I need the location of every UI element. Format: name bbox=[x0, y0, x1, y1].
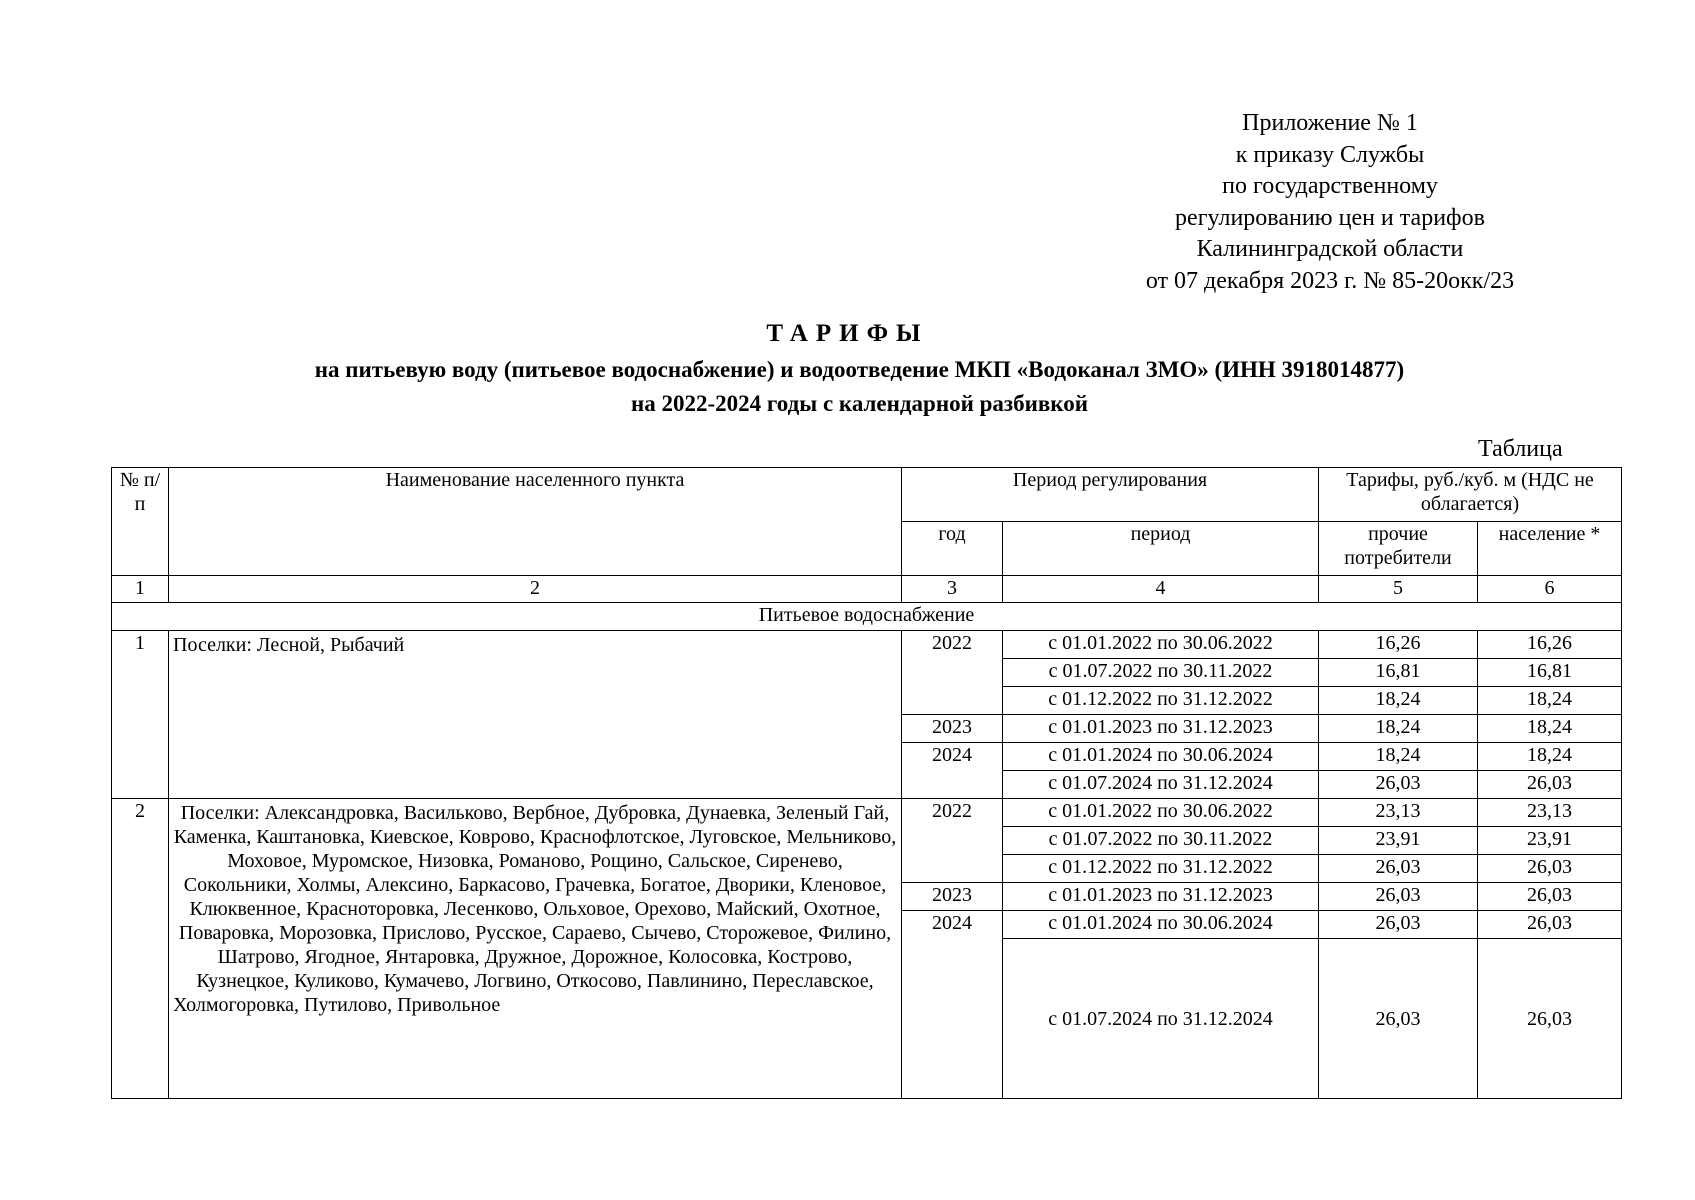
tariff-other: 26,03 bbox=[1319, 855, 1478, 883]
tariff-population: 26,03 bbox=[1478, 883, 1622, 911]
col-number: 4 bbox=[1003, 576, 1319, 603]
tariff-population: 18,24 bbox=[1478, 743, 1622, 771]
header-period-group: Период регулирования bbox=[902, 468, 1319, 522]
appendix-line: от 07 декабря 2023 г. № 85-20окк/23 bbox=[1145, 267, 1515, 294]
period-cell: с 01.01.2024 по 30.06.2024 bbox=[1003, 911, 1319, 939]
year-cell: 2024 bbox=[902, 743, 1003, 799]
document-title: ТАРИФЫ bbox=[766, 320, 929, 347]
tariff-population: 26,03 bbox=[1478, 911, 1622, 939]
period-cell: с 01.12.2022 по 31.12.2022 bbox=[1003, 687, 1319, 715]
table-caption: Таблица bbox=[1478, 436, 1563, 462]
col-number: 3 bbox=[902, 576, 1003, 603]
tariff-population: 26,03 bbox=[1478, 939, 1622, 1099]
appendix-line: по государственному bbox=[1222, 173, 1438, 199]
appendix-line: регулированию цен и тарифов bbox=[1175, 204, 1485, 231]
tariff-population: 18,24 bbox=[1478, 687, 1622, 715]
tariff-other: 18,24 bbox=[1319, 743, 1478, 771]
appendix-line: Приложение № 1 bbox=[1242, 110, 1418, 136]
document-subtitle: на питьевую воду (питьевое водоснабжение) и водоотведение МКП «Водоканал ЗМО» (ИНН 3918014877) bbox=[314, 357, 1405, 382]
row-number: 2 bbox=[112, 799, 169, 1099]
period-cell: с 01.07.2024 по 31.12.2024 bbox=[1003, 771, 1319, 799]
appendix-line: к приказу Службы bbox=[1235, 141, 1425, 168]
tariff-other: 16,26 bbox=[1319, 631, 1478, 659]
column-number-row bbox=[112, 576, 1622, 603]
row-number: 1 bbox=[112, 631, 169, 799]
period-cell: с 01.01.2024 по 30.06.2024 bbox=[1003, 743, 1319, 771]
tariff-population: 26,03 bbox=[1478, 771, 1622, 799]
col-number: 1 bbox=[112, 576, 169, 603]
section-heading: Питьевое водоснабжение bbox=[112, 603, 1622, 631]
header-period: период bbox=[1003, 522, 1319, 576]
tariff-other: 26,03 bbox=[1319, 911, 1478, 939]
tariff-other: 23,91 bbox=[1319, 827, 1478, 855]
period-cell: с 01.01.2023 по 31.12.2023 bbox=[1003, 715, 1319, 743]
document-subtitle-period: на 2022-2024 годы с календарной разбивкой bbox=[631, 391, 1088, 416]
tariff-other: 23,13 bbox=[1319, 799, 1478, 827]
table-row bbox=[112, 799, 1622, 827]
settlement-name: Поселки: Александровка, Васильково, Вербное, Дубровка, Дунаевка, Зеленый Гай, Каменка, Каштановка, Киевское, Коврово, Краснофлотское, Луговское, Мельниково, Моховое, Муромское, Низовка, Романово, Рощино, Сальское, Сиренево, Сокольники, Холмы, Алексино, Баркасово, Грачевка, Богатое, Дворики, Кленовое, Клюквенное, Красноторовка, Лесенково, Ольховое, Орехово, Майский, Охотное, Поваровка, Морозовка, Прислово, Русское, Сараево, Сычево, Сторожевое, Филино, Шатрово, Ягодное, Янтаровка, Дружное, Дорожное, Колосовка, Кострово, Кузнецкое, Куликово, Кумачево, Логвино, Откосово, Павлинино, Переславское, Холмогоровка, Путилово, Привольное bbox=[169, 799, 902, 1099]
appendix-line: Калининградской области bbox=[1196, 236, 1464, 262]
tariff-population: 16,26 bbox=[1478, 631, 1622, 659]
tariff-other: 26,03 bbox=[1319, 771, 1478, 799]
header-other-consumers: прочие потребители bbox=[1319, 522, 1478, 576]
tariff-population: 23,91 bbox=[1478, 827, 1622, 855]
tariff-population: 18,24 bbox=[1478, 715, 1622, 743]
tariff-population: 23,13 bbox=[1478, 799, 1622, 827]
col-number: 2 bbox=[169, 576, 902, 603]
period-cell: с 01.07.2024 по 31.12.2024 bbox=[1003, 939, 1319, 1099]
period-cell: с 01.12.2022 по 31.12.2022 bbox=[1003, 855, 1319, 883]
header-population: население * bbox=[1478, 522, 1622, 576]
year-cell: 2022 bbox=[902, 799, 1003, 883]
tariff-other: 16,81 bbox=[1319, 659, 1478, 687]
tariff-other: 26,03 bbox=[1319, 939, 1478, 1099]
tariff-other: 18,24 bbox=[1319, 687, 1478, 715]
period-cell: с 01.01.2023 по 31.12.2023 bbox=[1003, 883, 1319, 911]
header-year: год bbox=[902, 522, 1003, 576]
tariff-population: 26,03 bbox=[1478, 855, 1622, 883]
period-cell: с 01.07.2022 по 30.11.2022 bbox=[1003, 659, 1319, 687]
table-row bbox=[112, 631, 1622, 659]
tariff-other: 18,24 bbox=[1319, 715, 1478, 743]
header-tariff-group: Тарифы, руб./куб. м (НДС не облагается) bbox=[1319, 468, 1622, 522]
col-number: 5 bbox=[1319, 576, 1478, 603]
tariff-other: 26,03 bbox=[1319, 883, 1478, 911]
tariff-population: 16,81 bbox=[1478, 659, 1622, 687]
period-cell: с 01.01.2022 по 30.06.2022 bbox=[1003, 799, 1319, 827]
year-cell: 2023 bbox=[902, 715, 1003, 743]
tariff-table bbox=[111, 467, 1622, 1099]
year-cell: 2023 bbox=[902, 883, 1003, 911]
period-cell: с 01.07.2022 по 30.11.2022 bbox=[1003, 827, 1319, 855]
year-cell: 2024 bbox=[902, 911, 1003, 1099]
header-num: № п/п bbox=[112, 468, 169, 576]
header-name: Наименование населенного пункта bbox=[169, 468, 902, 576]
settlement-name: Поселки: Лесной, Рыбачий bbox=[169, 631, 902, 799]
appendix-block bbox=[1120, 108, 1540, 297]
year-cell: 2022 bbox=[902, 631, 1003, 715]
col-number: 6 bbox=[1478, 576, 1622, 603]
period-cell: с 01.01.2022 по 30.06.2022 bbox=[1003, 631, 1319, 659]
